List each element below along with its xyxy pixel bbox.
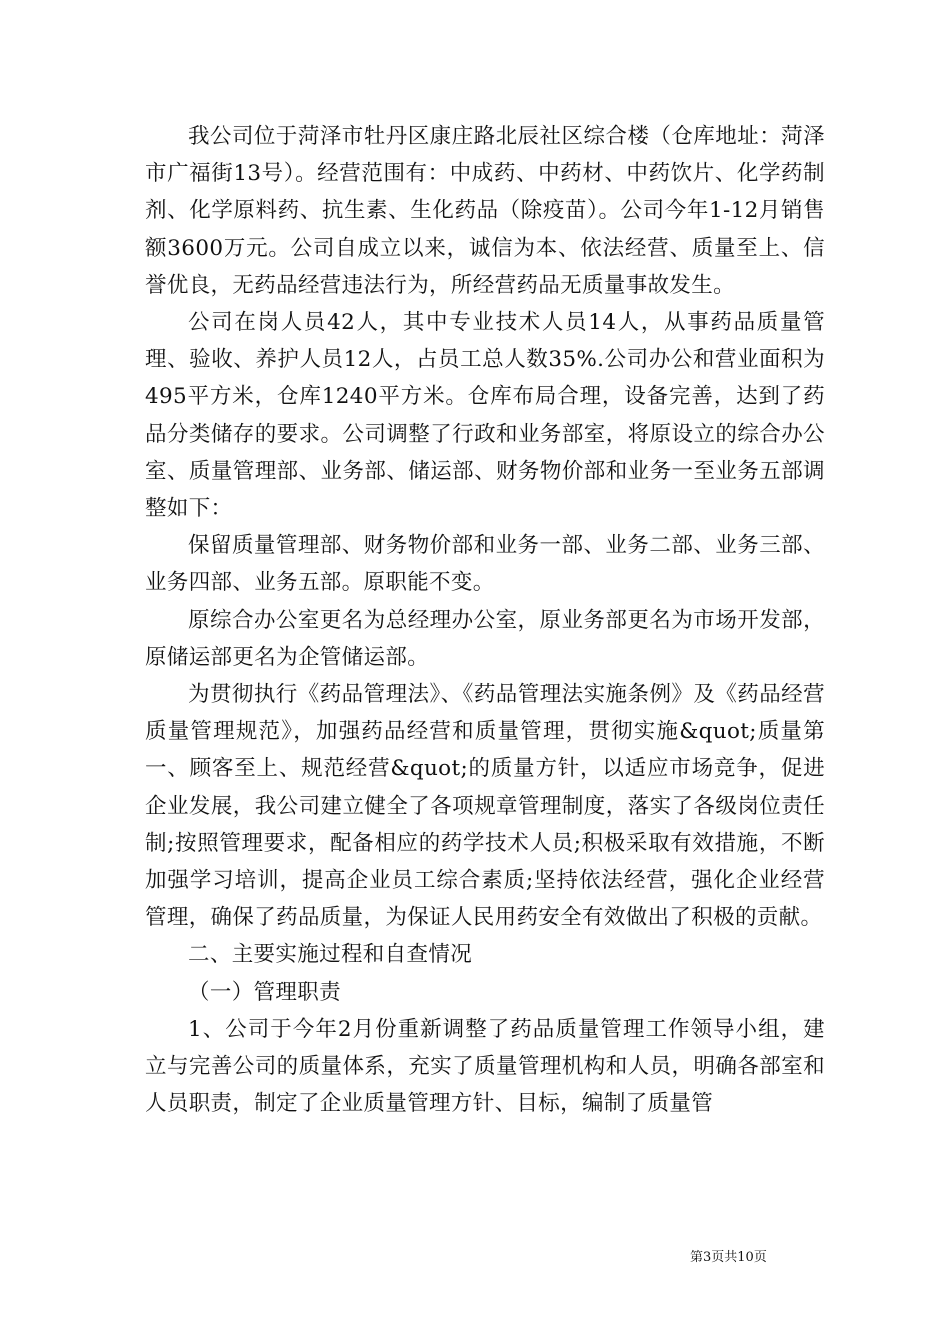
page-number-footer: 第3页共10页: [690, 1250, 767, 1265]
paragraph-management-item-1: 1、公司于今年2月份重新调整了药品质量管理工作领导小组，建立与完善公司的质量体系，充实了质量管理机构和人员，明确各部室和人员职责，制定了企业质量管理方针、目标，编制了质量管: [145, 1016, 825, 1117]
paragraph-company-overview: 我公司位于菏泽市牡丹区康庄路北辰社区综合楼（仓库地址：菏泽市广福街13号）。经营范围有：中成药、中药材、中药饮片、化学药制剂、化学原料药、抗生素、生化药品（除疫苗）。公司今年1-12月销售额3600万元。公司自成立以来，诚信为本、依法经营、质量至上、信誉优良，无药品经营违法行为，所经营药品无质量事故发生。: [145, 124, 825, 298]
document-body: [145, 118, 825, 1122]
paragraph-staff-and-facilities: 公司在岗人员42人，其中专业技术人员14人，从事药品质量管理、验收、养护人员12人，占员工总人数35%.公司办公和营业面积为495平方米，仓库1240平方米。仓库布局合理，设备完善，达到了药品分类储存的要求。公司调整了行政和业务部室，将原设立的综合办公室、质量管理部、业务部、储运部、财务物价部和业务一至业务五部调整如下：: [145, 310, 825, 522]
paragraph-retained-departments: 保留质量管理部、财务物价部和业务一部、业务二部、业务三部、业务四部、业务五部。原职能不变。: [145, 533, 825, 596]
section-heading-implementation: 二、主要实施过程和自查情况: [188, 942, 473, 968]
paragraph-renamed-departments: 原综合办公室更名为总经理办公室，原业务部更名为市场开发部，原储运部更名为企管储运部。: [145, 607, 825, 670]
subsection-heading-management: （一）管理职责: [188, 979, 341, 1005]
paragraph-quality-policy: 为贯彻执行《药品管理法》、《药品管理法实施条例》及《药品经营质量管理规范》，加强药品经营和质量管理，贯彻实施&quot;质量第一、顾客至上、规范经营&quot;的质量方针，以适应市场竞争，促进企业发展，我公司建立健全了各项规章管理制度，落实了各级岗位责任制;按照管理要求，配备相应的药学技术人员;积极采取有效措施，不断加强学习培训，提高企业员工综合素质;坚持依法经营，强化企业经营管理，确保了药品质量，为保证人民用药安全有效做出了积极的贡献。: [145, 682, 825, 931]
